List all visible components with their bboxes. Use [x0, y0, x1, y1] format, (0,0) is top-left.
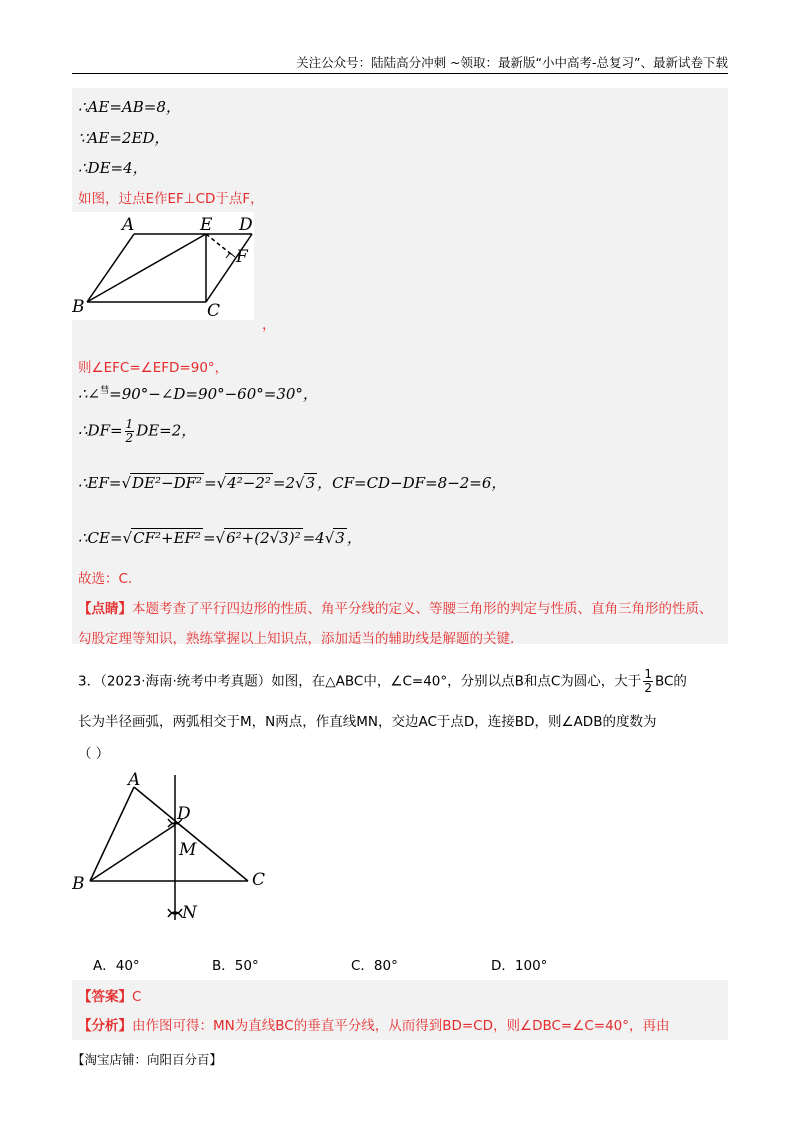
label-D2: D — [177, 804, 191, 824]
comment-line-1: 【点睛】本题考查了平行四边形的性质、角平分线的定义、等腰三角形的判定与性质、直角三角形的性质、 — [78, 601, 713, 617]
figure-comma: ， — [262, 317, 276, 333]
question-fraction: $\frac{1}{2}$ — [644, 667, 652, 695]
label-A: A — [122, 215, 135, 235]
label-F: F — [236, 247, 248, 267]
analysis-line: 【分析】由作图可得：MN为直线BC的垂直平分线，从而得到BD=CD，则∠DBC=∠C=40°，再由 — [78, 1018, 670, 1034]
label-B2: B — [72, 874, 85, 894]
answer-line: 【答案】C — [78, 989, 142, 1005]
parallelogram-figure — [72, 212, 254, 320]
solution-line-5: 则∠EFC=∠EFD=90°， — [78, 360, 229, 376]
option-c[interactable]: C．80° — [351, 958, 398, 974]
triangle-figure — [72, 765, 282, 929]
solution-choice: 故选：C. — [78, 571, 133, 587]
label-C2: C — [252, 870, 266, 890]
question-line-1: 3．（2023·海南·统考中考真题）如图，在△ABC中，∠C=40°，分别以点B和点C为圆心，大于 $\frac{1}{2}$ BC的 — [78, 667, 687, 695]
triangle-diagram — [72, 765, 282, 925]
solution-line-9: ∴CE=√CF²+EF² =√6²+(2√3)² =4√3 ， — [78, 529, 362, 547]
solution-line-3: ∴DE=4， — [78, 159, 148, 177]
option-d[interactable]: D．100° — [491, 958, 548, 974]
label-D: D — [239, 215, 253, 235]
solution-line-2: ∵AE=2ED， — [78, 129, 170, 147]
label-A2: A — [128, 770, 141, 790]
option-a[interactable]: A．40° — [93, 958, 140, 974]
fraction-half: $\frac{1}{2}$ — [125, 417, 134, 445]
header-divider — [72, 73, 728, 74]
solution-line-6: ∴∠$^彗$=90°−∠D=90°−60°=30°， — [78, 385, 318, 403]
parallelogram-diagram — [72, 212, 254, 320]
label-E: E — [200, 215, 213, 235]
label-C: C — [207, 301, 221, 320]
label-B: B — [72, 297, 85, 317]
question-line-3: （ ） — [78, 746, 110, 762]
question-line-2: 长为半径画弧，两弧相交于M，N两点，作直线MN，交边AC于点D，连接BD，则∠ADB的度数为 — [78, 714, 657, 730]
comment-line-2: 勾股定理等知识，熟练掌握以上知识点，添加适当的辅助线是解题的关键. — [78, 631, 515, 647]
page-footer: 【淘宝店铺：向阳百分百】 — [72, 1052, 223, 1067]
label-N: N — [182, 903, 197, 923]
page-header: 关注公众号：陆陆高分冲刺 ~领取：最新版“小中高考-总复习”、最新试卷下载 — [296, 55, 728, 70]
solution-line-8: ∴EF=√DE²−DF² =√4²−2² =2√3 ，CF=CD−DF=8−2=6， — [78, 474, 507, 492]
solution-line-4: 如图，过点E作EF⊥CD于点F， — [78, 191, 264, 207]
option-b[interactable]: B．50° — [212, 958, 259, 974]
label-M: M — [179, 840, 197, 860]
solution-line-1: ∴AE=AB=8， — [78, 98, 181, 116]
solution-line-7: ∴DF= $\frac{1}{2}$ DE=2， — [78, 417, 197, 445]
